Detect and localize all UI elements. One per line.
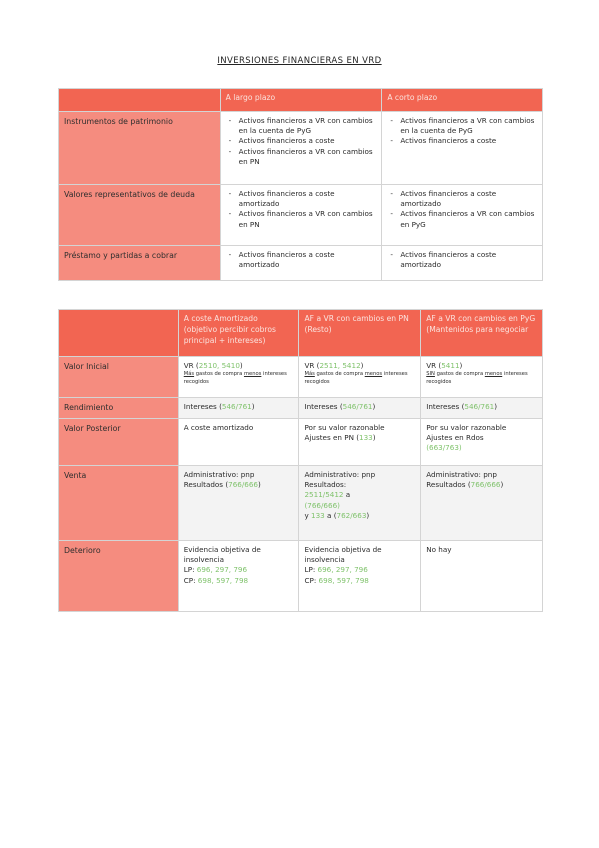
text: menos bbox=[484, 371, 503, 378]
cell-valor-posterior-2 bbox=[299, 419, 421, 466]
table-row bbox=[59, 357, 543, 398]
account-codes: 2511/5412 bbox=[304, 490, 344, 500]
text: menos bbox=[243, 371, 262, 378]
account-codes: 766/666 bbox=[470, 480, 501, 490]
row-label: Valor Inicial bbox=[59, 357, 179, 398]
account-codes: 2511, 5412 bbox=[319, 361, 361, 370]
cell-deterioro-1 bbox=[178, 541, 299, 612]
text: Más bbox=[183, 371, 195, 378]
list-item: - Activos financieros a VR con cambios en PN bbox=[239, 147, 377, 167]
cell-venta-3 bbox=[421, 466, 543, 541]
cell-rendimiento bbox=[178, 398, 299, 419]
header-largo-plazo: A largo plazo bbox=[220, 89, 382, 112]
list-item: - Activos financieros a coste amortizado bbox=[239, 189, 377, 209]
account-codes: 133 bbox=[311, 510, 325, 520]
cell-venta-2 bbox=[299, 466, 421, 541]
account-codes: (766/666) bbox=[304, 500, 340, 510]
list-item: - Activos financieros a VR con cambios en la cuenta de PyG bbox=[239, 116, 377, 136]
account-codes: (663/763) bbox=[426, 443, 462, 453]
list-item: - Activos financieros a VR con cambios en la cuenta de PyG bbox=[400, 116, 537, 136]
text: Intereses ( bbox=[426, 402, 465, 411]
text: Más bbox=[304, 371, 315, 378]
text: Por su valor razonable bbox=[304, 423, 385, 432]
valuation-table bbox=[58, 309, 543, 612]
account-codes: 766/666 bbox=[228, 480, 258, 490]
row-label: Préstamo y partidas a cobrar bbox=[59, 246, 221, 281]
row-label: Valor Posterior bbox=[59, 419, 179, 466]
account-codes: 2510, 5410 bbox=[198, 361, 240, 370]
account-codes: 133 bbox=[359, 433, 373, 443]
table-row bbox=[59, 466, 543, 541]
text: Evidencia objetiva de insolvencia bbox=[183, 545, 261, 565]
text: gastos de compra bbox=[314, 371, 365, 378]
header-empty bbox=[59, 310, 179, 357]
row-label: Venta bbox=[59, 466, 179, 541]
cell-rendimiento bbox=[421, 398, 543, 419]
table-row bbox=[59, 541, 543, 612]
row-label: Deterioro bbox=[59, 541, 179, 612]
account-codes: 546/761 bbox=[342, 402, 373, 411]
cell-deterioro-2 bbox=[299, 541, 421, 612]
list-item: - Activos financieros a coste amortizado bbox=[400, 189, 537, 209]
page-title: INVERSIONES FINANCIERAS EN VRD bbox=[217, 56, 382, 66]
text: gastos de compra bbox=[194, 371, 244, 378]
header-coste-amortizado: A coste Amortizado (objetivo percibir cobros principal + intereses) bbox=[178, 310, 299, 357]
account-codes: 5411 bbox=[441, 361, 460, 370]
text: Resultados: bbox=[304, 480, 347, 490]
text: ) bbox=[258, 480, 261, 490]
classification-table bbox=[58, 88, 543, 281]
text: LP: bbox=[304, 565, 318, 575]
account-codes: 698, 597, 798 bbox=[318, 575, 369, 585]
text: intereses recogidos bbox=[426, 371, 528, 385]
cell-deterioro-3: No hay bbox=[421, 541, 543, 612]
text: Evidencia objetiva de insolvencia bbox=[304, 545, 382, 565]
table-row bbox=[59, 419, 543, 466]
header-vr-pn: AF a VR con cambios en PN (Resto) bbox=[299, 310, 421, 357]
text: gastos de compra bbox=[434, 371, 485, 378]
list-item: - Activos financieros a VR con cambios en PN bbox=[239, 209, 377, 229]
text: ) bbox=[372, 402, 376, 411]
text: ) bbox=[360, 361, 364, 370]
text: Resultados ( bbox=[183, 480, 229, 490]
text: Ajustes en PN ( bbox=[304, 433, 360, 443]
cell-corto bbox=[382, 185, 543, 246]
text: VR ( bbox=[426, 361, 442, 370]
cell-corto bbox=[382, 112, 543, 185]
text: ) bbox=[366, 510, 370, 520]
account-codes: 546/761 bbox=[464, 402, 495, 411]
header-vr-pyg: AF a VR con cambios en PyG (Mantenidos para negociar bbox=[421, 310, 543, 357]
text: SIN bbox=[426, 371, 435, 378]
table-header-row bbox=[59, 310, 543, 357]
table-row bbox=[59, 246, 543, 281]
row-label: Instrumentos de patrimonio bbox=[59, 112, 221, 185]
text: VR ( bbox=[304, 361, 320, 370]
cell-valor-posterior-3 bbox=[421, 419, 543, 466]
text: Intereses ( bbox=[183, 402, 222, 411]
text: ) bbox=[459, 361, 463, 370]
text: Ajustes en Rdos bbox=[426, 433, 484, 443]
account-codes: 762/663 bbox=[336, 510, 367, 520]
list-item: - Activos financieros a VR con cambios en PyG bbox=[400, 209, 537, 229]
cell-largo bbox=[220, 112, 382, 185]
text: intereses recogidos bbox=[304, 371, 408, 385]
list-item: - Activos financieros a coste bbox=[400, 136, 537, 146]
cell-corto bbox=[382, 246, 543, 281]
account-codes: 696, 297, 796 bbox=[317, 565, 368, 575]
list-item: - Activos financieros a coste bbox=[239, 136, 377, 146]
text: Administrativo: pnp bbox=[183, 470, 255, 479]
text: Resultados ( bbox=[426, 480, 471, 490]
text: menos bbox=[364, 371, 383, 378]
text: a bbox=[343, 490, 351, 500]
text: Intereses ( bbox=[304, 402, 343, 411]
list-item: - Activos financieros a coste amortizado bbox=[239, 250, 377, 270]
text: a ( bbox=[324, 510, 337, 520]
cell-valor-posterior-1: A coste amortizado bbox=[178, 419, 299, 466]
text: Por su valor razonable bbox=[426, 423, 507, 432]
cell-valor-inicial-3 bbox=[421, 357, 543, 398]
text: intereses recogidos bbox=[183, 371, 287, 385]
account-codes: 546/761 bbox=[221, 402, 252, 411]
cell-rendimiento bbox=[299, 398, 421, 419]
row-label: Rendimiento bbox=[59, 398, 179, 419]
text: ) bbox=[239, 361, 243, 370]
table-row bbox=[59, 185, 543, 246]
text: Administrativo: pnp bbox=[304, 470, 376, 479]
text: ) bbox=[372, 433, 376, 443]
table-row bbox=[59, 112, 543, 185]
text: VR ( bbox=[183, 361, 199, 370]
text: ) bbox=[251, 402, 255, 411]
text: LP: bbox=[183, 565, 197, 575]
table-header-row bbox=[59, 89, 543, 112]
text: Administrativo: pnp bbox=[426, 470, 497, 479]
account-codes: 696, 297, 796 bbox=[196, 565, 248, 575]
list-item: - Activos financieros a coste amortizado bbox=[400, 250, 537, 270]
cell-largo bbox=[220, 185, 382, 246]
cell-largo bbox=[220, 246, 382, 281]
table-row bbox=[59, 398, 543, 419]
cell-valor-inicial-2 bbox=[299, 357, 421, 398]
header-empty bbox=[59, 89, 221, 112]
cell-venta-1 bbox=[178, 466, 299, 541]
cell-valor-inicial-1 bbox=[178, 357, 299, 398]
text: ) bbox=[494, 402, 498, 411]
text: y bbox=[304, 510, 312, 520]
text: CP: bbox=[304, 575, 319, 585]
row-label: Valores representativos de deuda bbox=[59, 185, 221, 246]
text: ) bbox=[500, 480, 504, 490]
text: CP: bbox=[183, 575, 198, 585]
header-corto-plazo: A corto plazo bbox=[382, 89, 543, 112]
account-codes: 698, 597, 798 bbox=[197, 575, 249, 585]
